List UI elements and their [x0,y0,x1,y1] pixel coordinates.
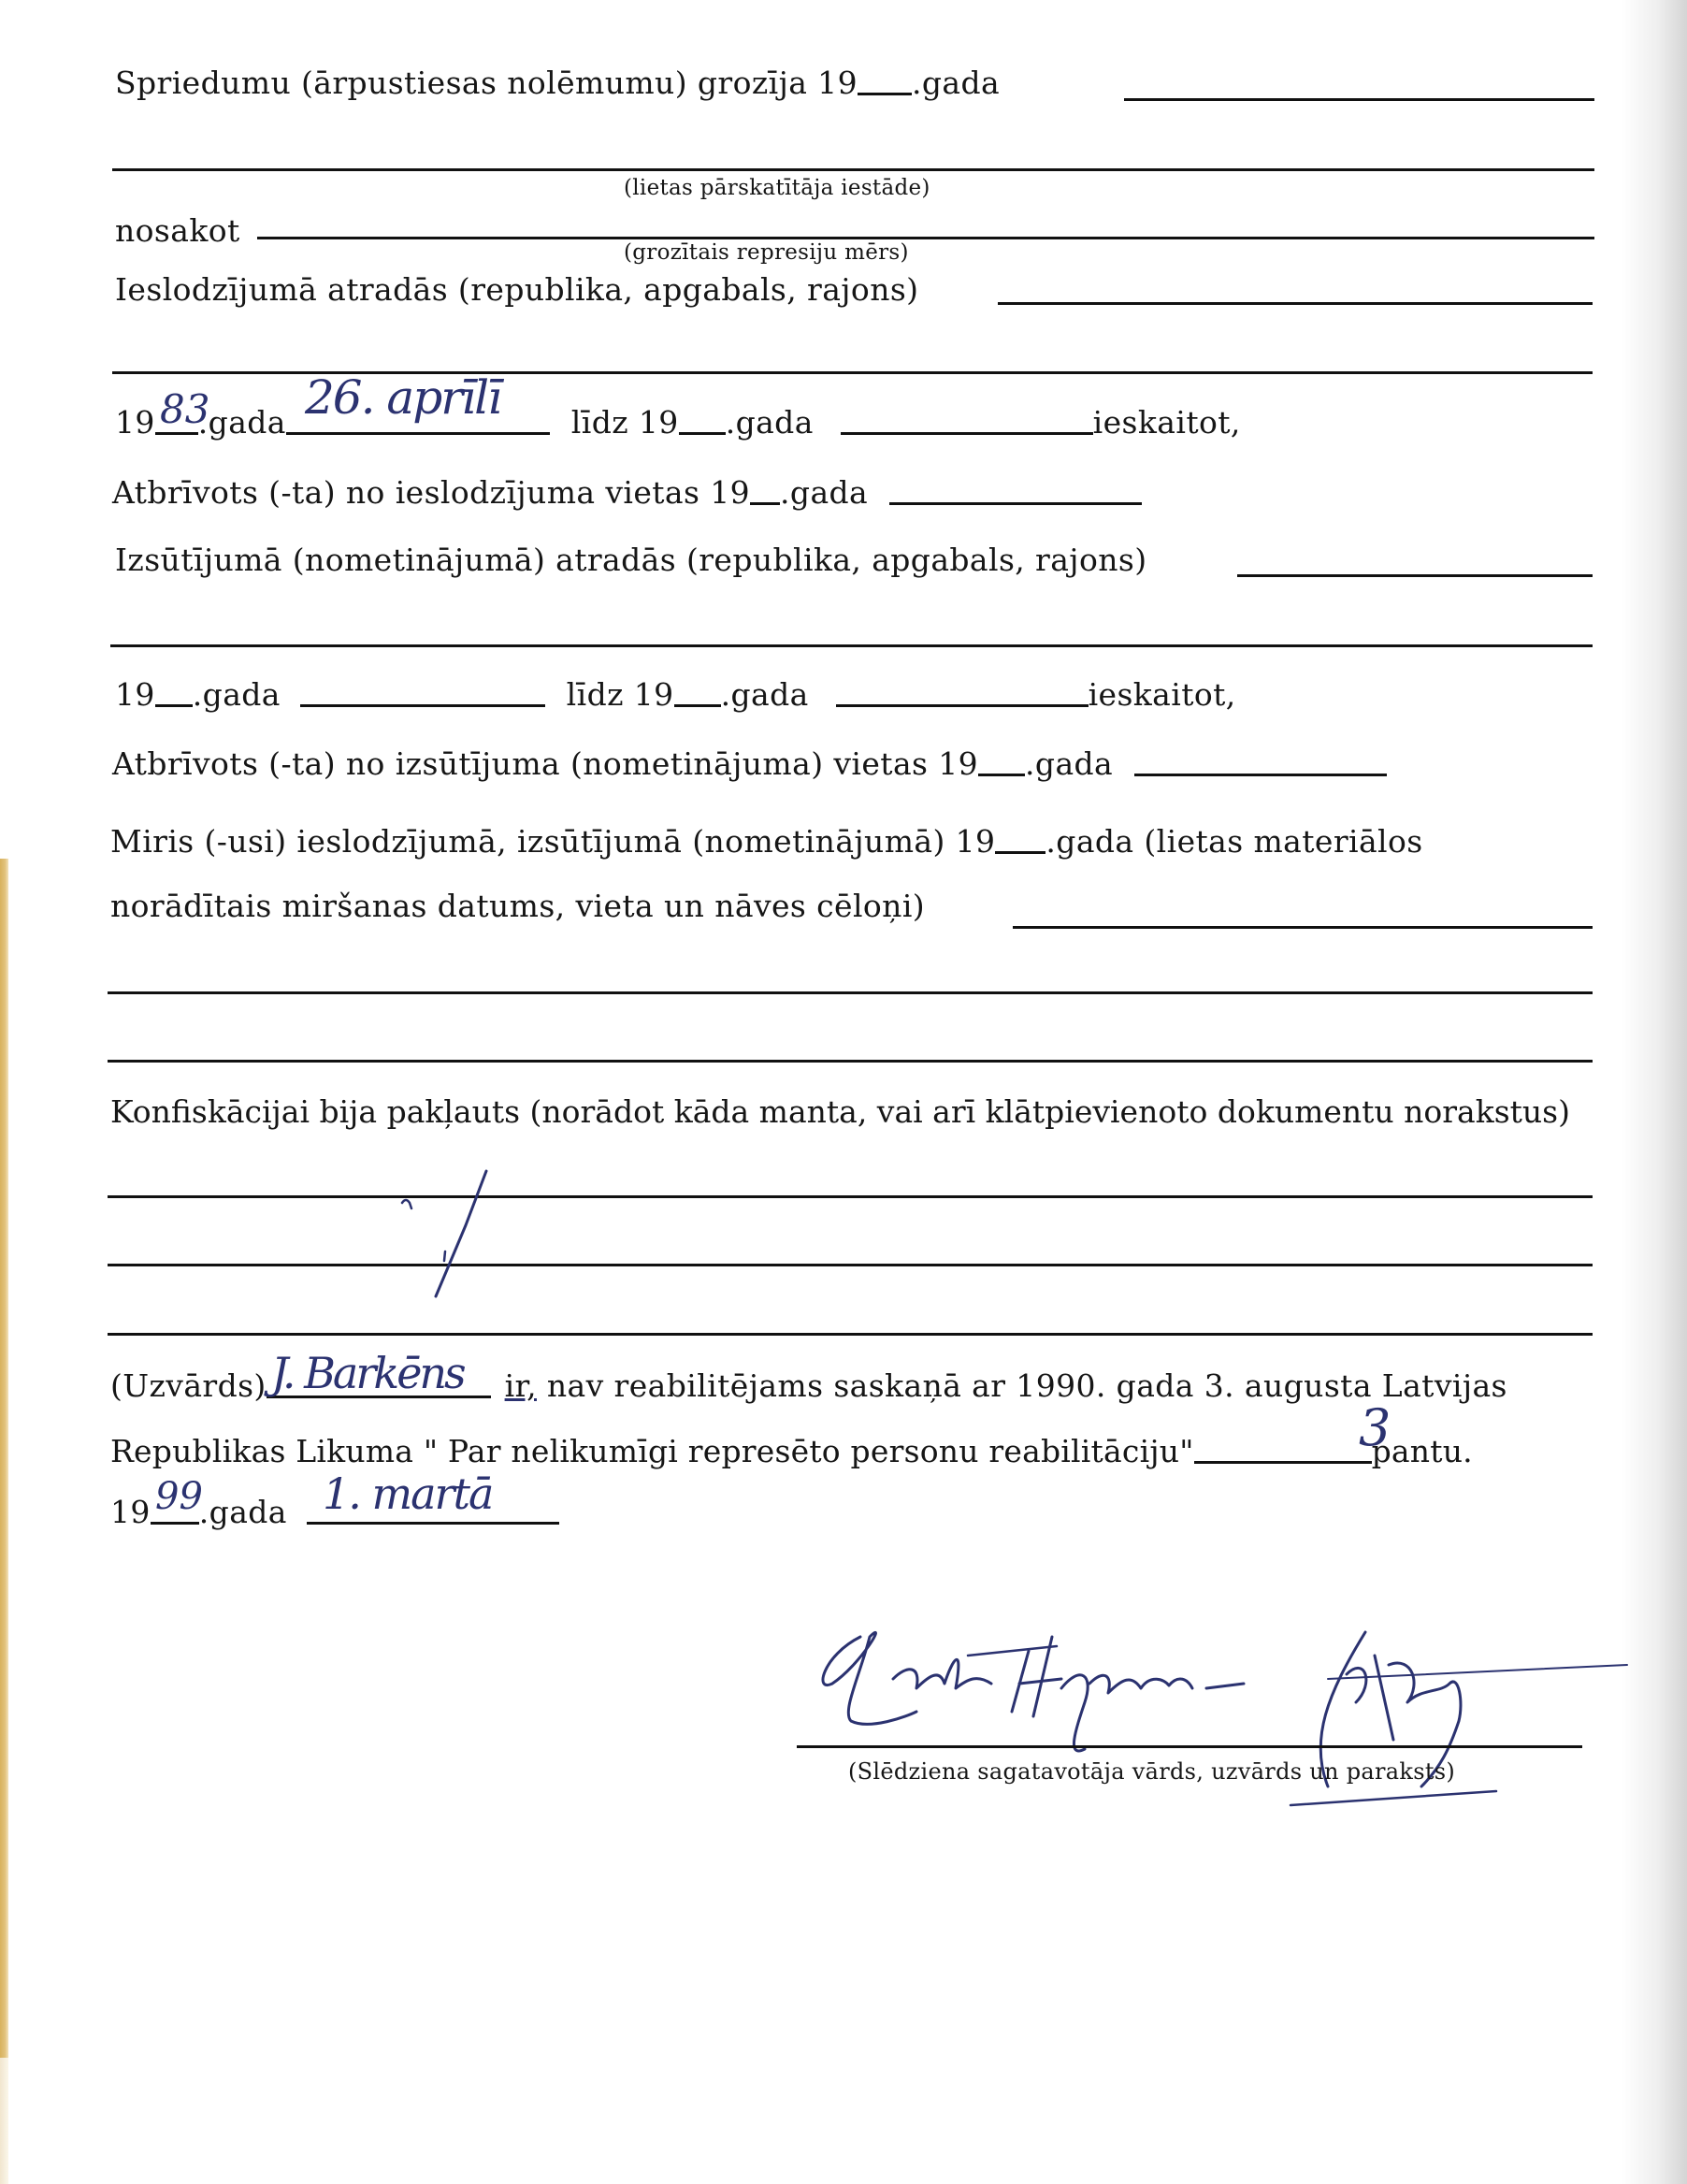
confiscation-field-line2[interactable] [108,1264,1593,1266]
law-title: Republikas Likuma " Par nelikumīgi represēto personu reabilitāciju" [110,1433,1194,1469]
sentence-modified-field[interactable] [1124,98,1594,101]
year-to-field[interactable] [674,703,721,707]
imprisoned-location-field[interactable] [998,302,1593,305]
died-row-line2: norādītais miršanas datums, vieta un nāves cēloņi) [110,888,926,924]
exile-location-label: Izsūtījumā (nometinājumā) atradās (republika, apgabals, rajons) [115,542,1147,578]
handwritten-slash-mark [393,1169,505,1300]
gada-text: .gada [192,676,281,713]
until-label: līdz 19 [566,676,674,713]
article-suffix: pantu. [1371,1433,1473,1469]
handwritten-surname: J. Barkēns [271,1348,464,1398]
death-details-field-line2[interactable] [108,991,1593,994]
handwritten-date: 1. martā [323,1468,493,1519]
year-prefix: 19 [115,676,155,713]
inclusive-label: ieskaitot, [1092,404,1241,441]
year-prefix: 19 [115,404,155,441]
death-details-field-line3[interactable] [108,1060,1593,1063]
signature-caption: (Slēdziena sagatavotāja vārds, uzvārds un paraksts) [848,1758,1456,1785]
exile-location-field[interactable] [1237,574,1593,577]
handwritten-date-from: 26. aprīlī [305,370,501,425]
exile-period-row [115,676,1236,713]
died-row-line1 [110,823,1423,860]
release-date-field[interactable] [889,501,1142,505]
year-from-field[interactable] [155,703,193,707]
confiscation-field-line3[interactable] [108,1333,1593,1336]
date-from-field[interactable] [300,703,545,707]
year-field[interactable] [750,501,780,505]
year-field[interactable] [858,92,912,95]
imprisoned-location-label: Ieslodzījumā atradās (republika, apgabals, rajons) [115,271,919,308]
sentence-modified-label [115,65,1001,101]
gada-text-2: .gada [725,404,814,441]
rehabilitation-statement: nav reabilitējams saskaņā ar 1990. gada 3. augusta Latvijas [546,1367,1507,1404]
death-year-field[interactable] [995,850,1045,854]
label-text: Miris (-usi) ieslodzījumā, izsūtījumā (nometinājumā) 19 [110,823,996,860]
year-field[interactable] [978,773,1025,776]
date-field[interactable] [307,1521,559,1525]
article-field[interactable] [1194,1460,1372,1464]
label-text-suffix: .gada (lietas materiālos [1045,823,1423,860]
confiscation-field[interactable] [108,1195,1593,1198]
released-from-exile-row [112,745,1387,782]
year-to-field[interactable] [679,431,726,435]
gada-text: .gada [198,1494,287,1530]
date-to-field[interactable] [836,703,1089,707]
imprisoned-period-row [115,404,1241,441]
label-text: Spriedumu (ārpustiesas nolēmumu) grozīja 19 [115,65,858,101]
label-text: Atbrīvots (-ta) no ieslodzījuma vietas 19 [112,474,751,511]
determining-label: nosakot [115,212,240,249]
handwritten-article-number: 3 [1359,1398,1391,1457]
year-field[interactable] [151,1521,199,1525]
release-date-field[interactable] [1134,773,1387,776]
gada-text: .gada [780,474,869,511]
gada-text: .gada [1025,745,1114,782]
inclusive-label: ieskaitot, [1088,676,1236,713]
handwritten-year: 99 [155,1475,203,1518]
page-shadow-right [1622,0,1687,2184]
determining-field[interactable] [257,237,1594,239]
death-details-field[interactable] [1013,926,1593,929]
confiscation-label: Konfiskācijai bija pakļauts (norādot kāda manta, vai arī klātpievienoto dokumentu norakstus) [110,1093,1570,1130]
exile-location-field-line2[interactable] [110,644,1593,647]
year-prefix: 19 [110,1494,151,1530]
label-text: Atbrīvots (-ta) no izsūtījuma (nometinājuma) vietas 19 [112,745,979,782]
is-selected-option[interactable]: ir, [504,1367,537,1404]
until-label: līdz 19 [570,404,679,441]
gada-text-2: .gada [720,676,809,713]
reviewer-institution-caption: (lietas pārskatītāja iestāde) [624,176,930,200]
reviewer-institution-field[interactable] [112,168,1594,171]
released-from-prison-row [112,474,1142,511]
paper-edge-left-lower [0,2058,8,2184]
determining-caption: (grozītais represiju mērs) [624,240,909,265]
gada-text: .gada [197,404,286,441]
gada-text: .gada [911,65,1001,101]
handwritten-year-from: 83 [160,386,210,432]
paper-edge-left [0,859,8,2058]
signature-field[interactable] [797,1745,1582,1748]
date-to-field[interactable] [841,431,1093,435]
rehabilitation-line2 [110,1433,1473,1469]
date-from-field[interactable] [286,431,550,435]
surname-label: (Uzvārds) [110,1367,267,1404]
